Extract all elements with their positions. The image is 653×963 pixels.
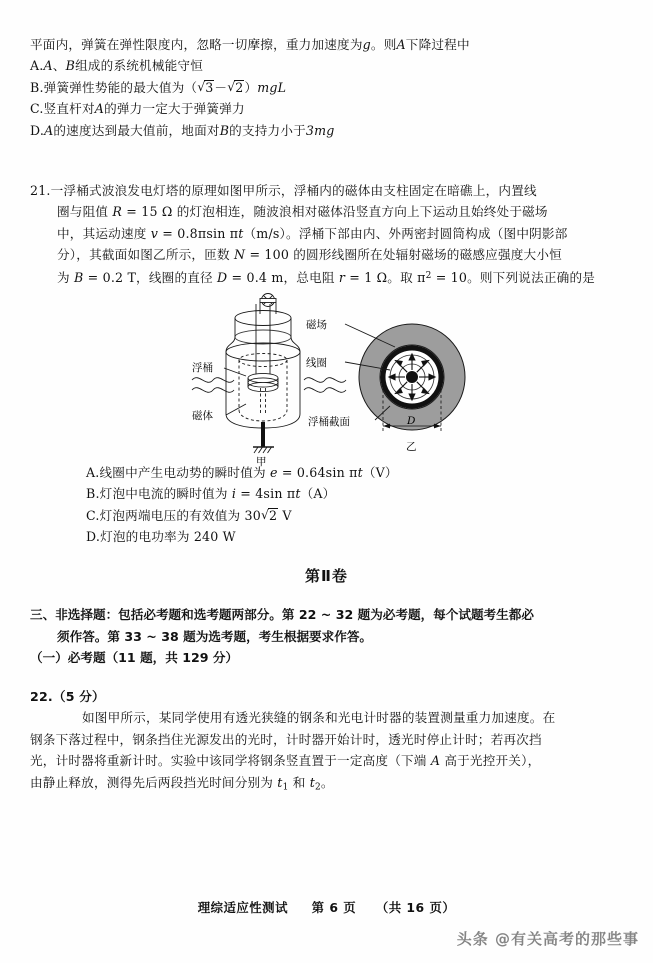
q20-stem-text: 平面内，弹簧在弹性限度内，忽略一切摩擦，重力加速度为 (30, 37, 363, 52)
label-magnetic-field: 磁场 (306, 319, 327, 331)
footer-page: 第 6 页 (311, 900, 357, 915)
question-21-options (86, 462, 653, 548)
section-line-1: 三、非选择题：包括必考题和选考题两部分。第 22 ~ 32 题为必考题，每个试题考生都必 (30, 607, 534, 622)
q20-option-c (30, 98, 630, 119)
cross-section (345, 324, 465, 453)
volume-2-heading: 第Ⅱ卷 (305, 567, 348, 585)
q22-line-3-post: 高于光控开关）， (440, 753, 541, 769)
option-unit: （V） (362, 465, 398, 480)
symbol-t: t (295, 486, 301, 502)
option-eq: = 0.64sin π (277, 465, 358, 480)
option-text: 的速度达到最大值前，地面对 (53, 122, 220, 138)
option-prefix: D. (86, 529, 101, 545)
section-line-3: （一）必考题（11 题，共 129 分） (30, 650, 239, 665)
label-barrel-section: 浮桶截面 (308, 416, 350, 428)
option-prefix: A. (86, 465, 100, 480)
minus-sign: － (214, 79, 228, 95)
symbol-t2: t (309, 774, 315, 790)
figure-svg (190, 292, 490, 468)
option-text: 灯泡两端电压的有效值为 30 (99, 507, 261, 523)
symbol-t: t (357, 465, 363, 480)
q22-line-4-pre: 由静止释放，测得先后两段挡光时间分别为 (30, 774, 278, 790)
symbol-b: B (65, 58, 76, 74)
option-unit: （A） (300, 486, 336, 502)
page-footer (0, 898, 653, 916)
option-text: 弹簧弹性势能的最大值为（ (43, 79, 198, 95)
section-line-2: 须作答。第 33 ~ 38 题为选考题，考生根据要求作答。 (57, 628, 373, 644)
symbol-3mg: 3mg (305, 122, 335, 138)
footer-title: 理综适应性测试 (197, 900, 288, 915)
q22-line-3 (30, 750, 630, 771)
q22-line-2: 钢条下落过程中，钢条挡住光源发出的光时，计时器开始计时，透光时停止计时；若再次挡 (30, 731, 542, 747)
symbol-a: A (94, 101, 105, 117)
q21-option-b (86, 483, 653, 504)
symbol-b: B (219, 122, 230, 138)
option-prefix: B. (30, 79, 44, 95)
option-prefix: A. (30, 58, 44, 74)
q20-option-b (30, 77, 630, 98)
symbol-a: A (430, 753, 441, 769)
caption-yi: 乙 (406, 441, 417, 453)
sqrt-2: √ 2 (261, 505, 278, 526)
watermark: 头条 @有关高考的那些事 (456, 930, 639, 948)
symbol-i: i (231, 486, 237, 502)
figure-wave-generator (190, 292, 490, 468)
q22-line-4-mid: 和 (288, 774, 310, 790)
option-sep: 、 (52, 58, 66, 74)
symbol-a: A (43, 58, 53, 74)
caption-jia: 甲 (256, 456, 267, 468)
q20-option-a (30, 55, 630, 76)
option-prefix: D. (30, 122, 45, 138)
option-text: 竖直杆对 (43, 101, 95, 117)
label-diameter-d: D (407, 415, 416, 427)
q21-option-c (86, 505, 653, 526)
q21-line-4: 分），其截面如图乙所示，匝数 N = 100 的圆形线圈所在处辐射磁场的磁感应强度大小恒 (57, 247, 562, 263)
q20-symbol-g: g (362, 37, 371, 52)
sqrt-3: √ 3 (197, 77, 214, 98)
q22-line-3-pre: 光，计时器将重新计时。实验中该同学将钢条竖直置于一定高度（下端 (30, 753, 431, 769)
label-coil: 线圈 (306, 357, 327, 369)
option-text-post: 的支持力小于 (229, 122, 306, 138)
section-3-instructions (30, 604, 630, 669)
symbol-mgl: mgL (257, 79, 287, 95)
q22-line-1: 如图甲所示，某同学使用有透光狭缝的钢条和光电计时器的装置测量重力加速度。在 (82, 710, 556, 726)
q20-stem-line (30, 34, 630, 55)
q20-stem-tail: 下降过程中 (405, 37, 470, 52)
label-float-barrel: 浮桶 (192, 362, 213, 374)
question-22 (30, 686, 630, 798)
q21-option-a (86, 462, 653, 483)
option-text: 线圈中产生电动势的瞬时值为 (99, 465, 271, 480)
q21-line-2: 圈与阻值 R = 15 Ω 的灯泡相连，随波浪相对磁体沿竖直方向上下运动且始终处于磁场 (57, 204, 548, 220)
footer-total: （共 16 页） (375, 900, 456, 915)
option-text-post: 的弹力一定大于弹簧弹力 (104, 101, 245, 117)
option-text: 灯泡的电功率为 240 W (100, 529, 236, 545)
q20-symbol-a: A (396, 37, 406, 52)
option-text: 组成的系统机械能守恒 (75, 58, 203, 74)
q22-line-4: 由静止释放，测得先后两段挡光时间分别为 $t_1$ 和 $t_2$。 (30, 774, 334, 792)
option-eq: = 4sin π (236, 486, 296, 502)
symbol-a: A (44, 122, 54, 138)
q21-number: 21. (30, 183, 51, 198)
q21-line-1-text: 一浮桶式波浪发电灯塔的原理如图甲所示，浮桶内的磁体由支柱固定在暗礁上，内置线 (50, 183, 537, 198)
option-text-post: ） (244, 79, 258, 95)
symbol-t1: t (277, 774, 283, 790)
label-magnet: 磁体 (192, 410, 213, 422)
option-text: 灯泡中电流的瞬时值为 (99, 486, 232, 502)
question-21 (30, 180, 630, 288)
q22-number: 22.（5 分） (30, 689, 105, 704)
option-unit: V (278, 507, 292, 523)
option-prefix: C. (30, 101, 44, 117)
option-prefix: B. (86, 486, 100, 502)
q21-line-5: 为 B = 0.2 T，线圈的直径 D = 0.4 m，总电阻 r = 1 Ω。取 $\pi^2 = 10$。则下列说法正确的是 (57, 269, 596, 285)
sqrt-2: √ 2 (227, 77, 244, 98)
symbol-e: e (270, 465, 278, 480)
q21-option-d (86, 526, 653, 547)
q20-option-d (30, 120, 630, 141)
q20-stem-mid: 。则 (370, 37, 397, 52)
q21-line-1 (30, 180, 630, 201)
option-prefix: C. (86, 507, 100, 523)
q21-line-3: 中，其运动速度 v = 0.8πsin πt（m/s）。浮桶下部由内、外两密封圆筒构成（图中阴影部 (57, 225, 568, 241)
q22-line-4-end: 。 (320, 774, 334, 790)
question-20-tail (30, 34, 630, 141)
